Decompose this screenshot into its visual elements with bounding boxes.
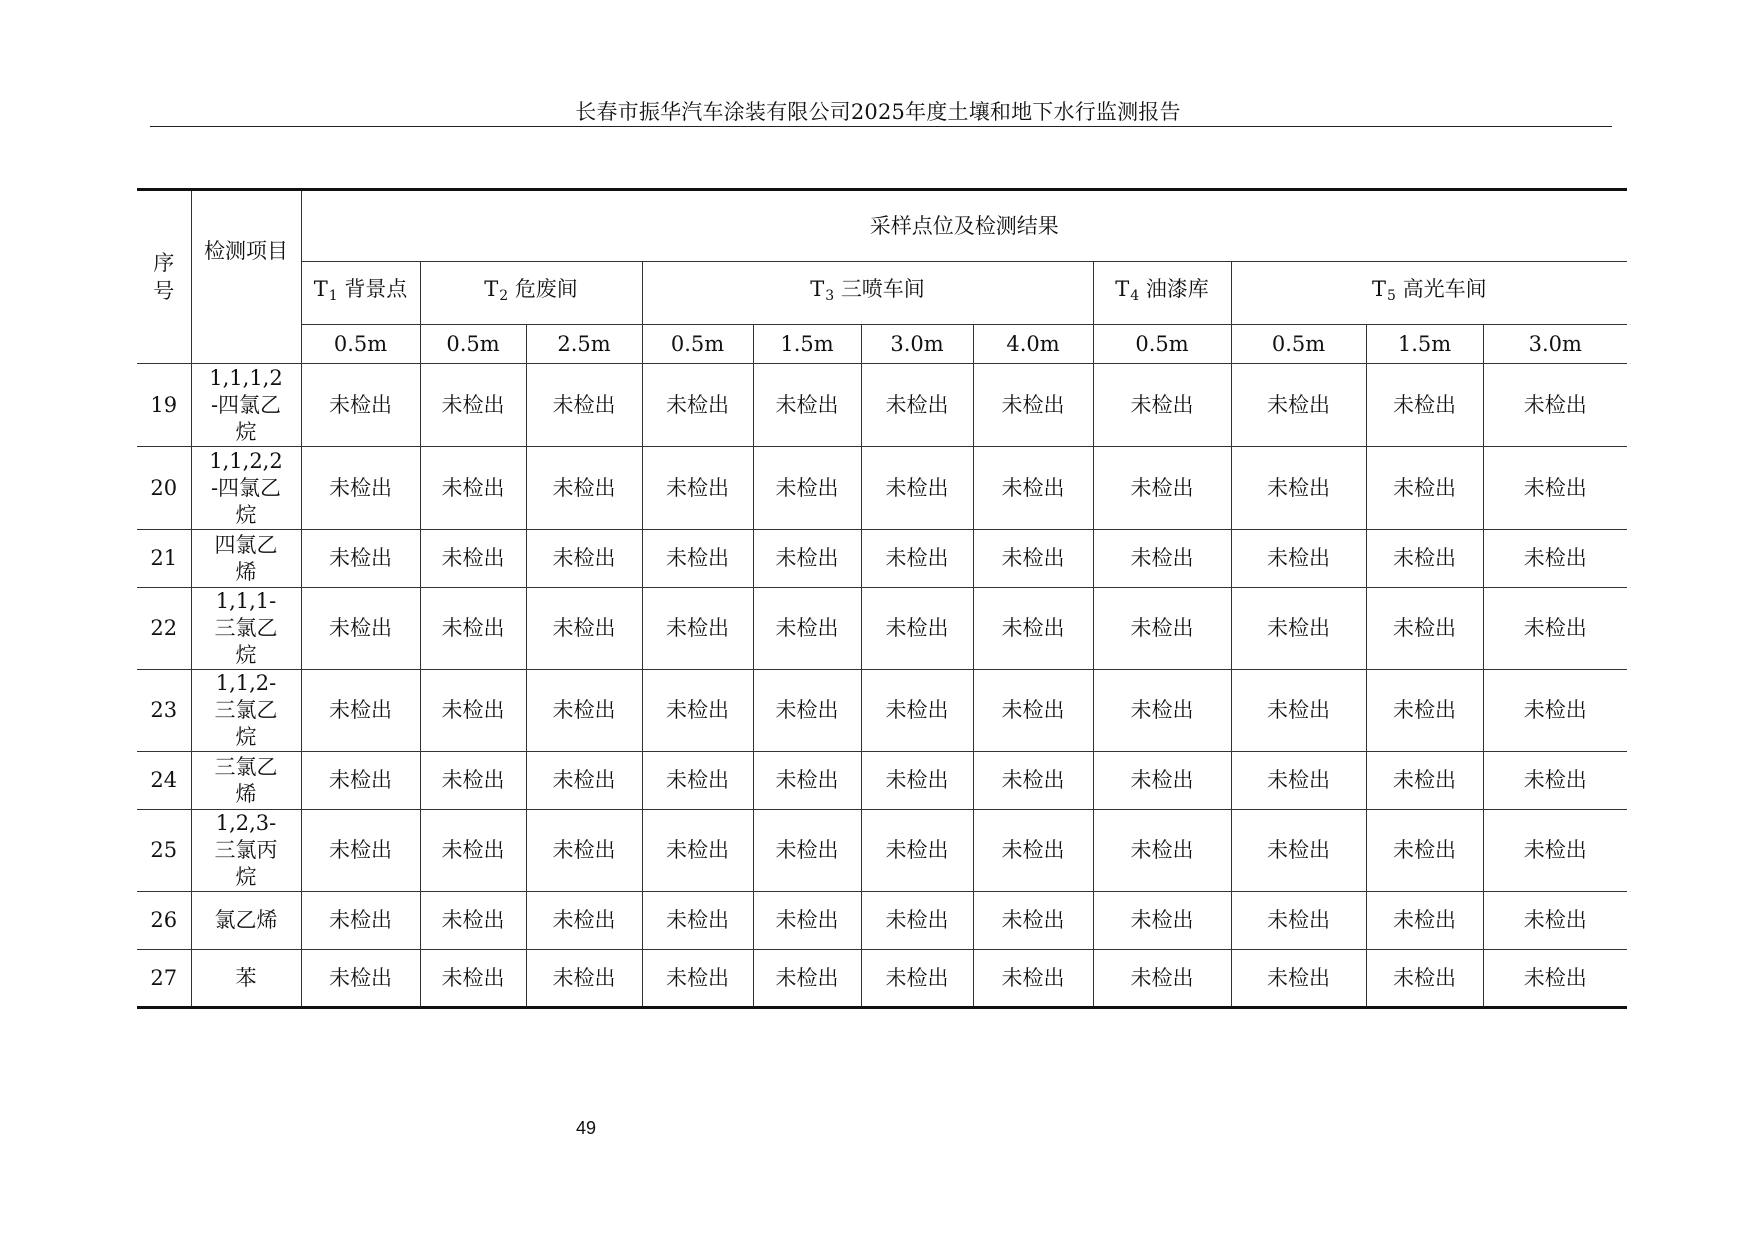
- result-cell: 未检出: [753, 447, 861, 530]
- table-row: [137, 892, 1627, 950]
- row-item: 三氯乙烯: [191, 752, 301, 810]
- table-row: [137, 810, 1627, 892]
- result-cell: 未检出: [1231, 950, 1366, 1008]
- result-cell: 未检出: [861, 364, 973, 447]
- result-cell: 未检出: [420, 364, 526, 447]
- table-row: [137, 530, 1627, 588]
- result-cell: 未检出: [301, 950, 420, 1008]
- row-item: 氯乙烯: [191, 892, 301, 950]
- table-row: [137, 752, 1627, 810]
- row-seq: 23: [137, 670, 191, 752]
- depth-header: 3.0m: [1483, 325, 1627, 364]
- result-cell: 未检出: [861, 670, 973, 752]
- table-body: [137, 364, 1627, 1008]
- result-cell: 未检出: [301, 530, 420, 588]
- depth-header: 0.5m: [1231, 325, 1366, 364]
- result-cell: 未检出: [301, 752, 420, 810]
- result-cell: 未检出: [1366, 447, 1483, 530]
- row-item: 1,1,2,2-四氯乙烷: [191, 447, 301, 530]
- result-cell: 未检出: [642, 892, 753, 950]
- result-cell: 未检出: [526, 892, 642, 950]
- table-row: [137, 447, 1627, 530]
- depth-header: 2.5m: [526, 325, 642, 364]
- result-cell: 未检出: [1231, 670, 1366, 752]
- result-cell: 未检出: [526, 810, 642, 892]
- result-cell: 未检出: [301, 892, 420, 950]
- row-item: 苯: [191, 950, 301, 1008]
- result-cell: 未检出: [973, 752, 1093, 810]
- result-cell: 未检出: [1093, 892, 1231, 950]
- row-item: 1,1,1,2-四氯乙烷: [191, 364, 301, 447]
- result-cell: 未检出: [973, 810, 1093, 892]
- result-cell: 未检出: [1093, 447, 1231, 530]
- page-number: 49: [575, 1118, 597, 1138]
- result-cell: 未检出: [753, 588, 861, 670]
- result-cell: 未检出: [973, 892, 1093, 950]
- result-cell: 未检出: [420, 810, 526, 892]
- result-cell: 未检出: [753, 752, 861, 810]
- row-item: 1,1,2-三氯乙烷: [191, 670, 301, 752]
- result-cell: 未检出: [642, 752, 753, 810]
- site-header-T3: $T_3$ 三喷车间: [642, 262, 1093, 325]
- result-cell: 未检出: [1483, 670, 1627, 752]
- result-cell: 未检出: [642, 530, 753, 588]
- monitoring-results-table: [137, 188, 1627, 1009]
- site-header-T4: $T_4$ 油漆库: [1093, 262, 1231, 325]
- depth-header: 0.5m: [301, 325, 420, 364]
- result-cell: 未检出: [1366, 364, 1483, 447]
- result-cell: 未检出: [1231, 752, 1366, 810]
- result-cell: 未检出: [1231, 810, 1366, 892]
- result-cell: 未检出: [1483, 950, 1627, 1008]
- result-cell: 未检出: [526, 752, 642, 810]
- result-cell: 未检出: [973, 530, 1093, 588]
- result-cell: 未检出: [642, 810, 753, 892]
- result-cell: 未检出: [973, 588, 1093, 670]
- depth-header: 0.5m: [642, 325, 753, 364]
- row-item: 1,2,3-三氯丙烷: [191, 810, 301, 892]
- result-cell: 未检出: [1483, 530, 1627, 588]
- result-cell: 未检出: [1093, 530, 1231, 588]
- row-item: 1,1,1-三氯乙烷: [191, 588, 301, 670]
- result-cell: 未检出: [861, 950, 973, 1008]
- result-cell: 未检出: [753, 364, 861, 447]
- result-cell: 未检出: [973, 950, 1093, 1008]
- result-cell: 未检出: [526, 670, 642, 752]
- result-cell: 未检出: [1483, 892, 1627, 950]
- table-row: [137, 588, 1627, 670]
- result-cell: 未检出: [1483, 752, 1627, 810]
- result-cell: 未检出: [973, 447, 1093, 530]
- result-cell: 未检出: [753, 950, 861, 1008]
- row-seq: 24: [137, 752, 191, 810]
- report-header-title: 长春市振华汽车涂装有限公司2025年度土壤和地下水行监测报告: [575, 100, 1181, 124]
- result-cell: 未检出: [861, 588, 973, 670]
- result-cell: 未检出: [1093, 950, 1231, 1008]
- result-cell: 未检出: [642, 670, 753, 752]
- result-cell: 未检出: [420, 670, 526, 752]
- result-cell: 未检出: [526, 530, 642, 588]
- result-cell: 未检出: [861, 810, 973, 892]
- result-cell: 未检出: [1366, 950, 1483, 1008]
- result-cell: 未检出: [753, 530, 861, 588]
- result-cell: 未检出: [301, 364, 420, 447]
- result-cell: 未检出: [1366, 588, 1483, 670]
- row-seq: 26: [137, 892, 191, 950]
- result-cell: 未检出: [1483, 810, 1627, 892]
- result-cell: 未检出: [1093, 752, 1231, 810]
- result-cell: 未检出: [1231, 447, 1366, 530]
- result-cell: 未检出: [1093, 588, 1231, 670]
- group-header: 采样点位及检测结果: [301, 190, 1627, 262]
- result-cell: 未检出: [1366, 670, 1483, 752]
- result-cell: 未检出: [861, 530, 973, 588]
- result-cell: 未检出: [1483, 447, 1627, 530]
- result-cell: 未检出: [861, 447, 973, 530]
- result-cell: 未检出: [1231, 588, 1366, 670]
- result-cell: 未检出: [526, 364, 642, 447]
- row-seq: 21: [137, 530, 191, 588]
- row-seq: 27: [137, 950, 191, 1008]
- result-cell: 未检出: [526, 447, 642, 530]
- result-cell: 未检出: [642, 950, 753, 1008]
- site-header-T2: $T_2$ 危废间: [420, 262, 642, 325]
- table-row: [137, 670, 1627, 752]
- depth-header: 0.5m: [1093, 325, 1231, 364]
- depth-header: 1.5m: [1366, 325, 1483, 364]
- result-cell: 未检出: [1366, 810, 1483, 892]
- site-header-T5: $T_5$ 高光车间: [1231, 262, 1627, 325]
- result-cell: 未检出: [753, 892, 861, 950]
- result-cell: 未检出: [1231, 892, 1366, 950]
- result-cell: 未检出: [642, 588, 753, 670]
- result-cell: 未检出: [1366, 892, 1483, 950]
- result-cell: 未检出: [420, 530, 526, 588]
- result-cell: 未检出: [1093, 364, 1231, 447]
- row-item: 四氯乙烯: [191, 530, 301, 588]
- result-cell: 未检出: [1483, 364, 1627, 447]
- result-cell: 未检出: [1231, 530, 1366, 588]
- result-cell: 未检出: [420, 752, 526, 810]
- depth-header: 3.0m: [861, 325, 973, 364]
- result-cell: 未检出: [753, 810, 861, 892]
- depth-header: 1.5m: [753, 325, 861, 364]
- result-cell: 未检出: [420, 950, 526, 1008]
- row-seq: 19: [137, 364, 191, 447]
- result-cell: 未检出: [1483, 588, 1627, 670]
- result-cell: 未检出: [753, 670, 861, 752]
- result-cell: 未检出: [301, 810, 420, 892]
- result-cell: 未检出: [420, 892, 526, 950]
- result-cell: 未检出: [973, 364, 1093, 447]
- result-cell: 未检出: [301, 670, 420, 752]
- result-cell: 未检出: [526, 588, 642, 670]
- seq-header: 序号: [137, 190, 191, 364]
- result-cell: 未检出: [1366, 752, 1483, 810]
- site-header-T1: $T_1$ 背景点: [301, 262, 420, 325]
- result-cell: 未检出: [420, 447, 526, 530]
- result-cell: 未检出: [973, 670, 1093, 752]
- result-cell: 未检出: [301, 588, 420, 670]
- result-cell: 未检出: [1366, 530, 1483, 588]
- result-cell: 未检出: [301, 447, 420, 530]
- depth-header: 0.5m: [420, 325, 526, 364]
- result-cell: 未检出: [642, 364, 753, 447]
- row-seq: 25: [137, 810, 191, 892]
- result-cell: 未检出: [861, 752, 973, 810]
- result-cell: 未检出: [1231, 364, 1366, 447]
- item-header: 检测项目: [191, 190, 301, 364]
- row-seq: 22: [137, 588, 191, 670]
- result-cell: 未检出: [861, 892, 973, 950]
- row-seq: 20: [137, 447, 191, 530]
- result-cell: 未检出: [420, 588, 526, 670]
- header-rule: [150, 126, 1612, 127]
- table-row: [137, 364, 1627, 447]
- result-cell: 未检出: [1093, 810, 1231, 892]
- result-cell: 未检出: [642, 447, 753, 530]
- depth-header: 4.0m: [973, 325, 1093, 364]
- result-cell: 未检出: [526, 950, 642, 1008]
- depth-header-row: [137, 325, 1627, 364]
- table-row: [137, 950, 1627, 1008]
- site-header-row: [137, 262, 1627, 325]
- result-cell: 未检出: [1093, 670, 1231, 752]
